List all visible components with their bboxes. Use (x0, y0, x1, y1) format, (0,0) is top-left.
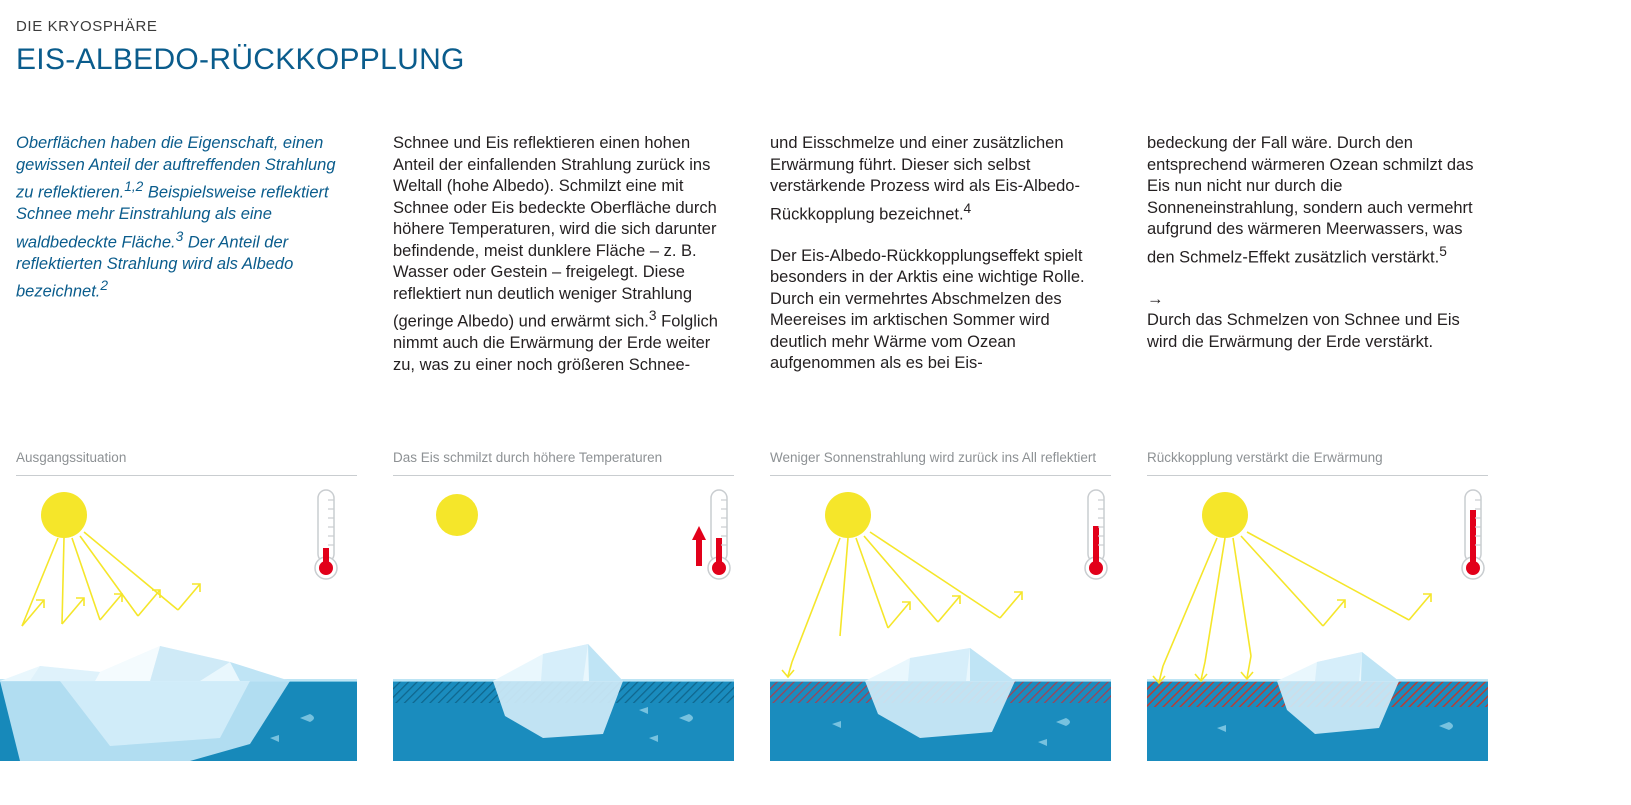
reflected-rays (22, 584, 200, 626)
incoming-rays (22, 532, 178, 626)
thermometer-icon (1085, 490, 1107, 579)
sun-icon (41, 492, 87, 538)
body-paragraph: bedeckung der Fall wäre. Durch den entsprechend wärmeren Ozean schmilzt das Eis nun nicht nur durch die Sonneneinstrahlung, sondern auch vermehrt aufgrund des wärmeren Meerwassers, was den Schmelz-Effekt zusätzlich verstärkt.$^5$ (1147, 134, 1474, 266)
thermometer-icon (692, 490, 730, 579)
iceberg (0, 646, 290, 761)
arrow-glyph: → (1147, 289, 1164, 308)
column-3 (770, 133, 1111, 376)
text-columns (16, 133, 1616, 376)
figure-illustration-1 (0, 476, 357, 761)
figure-caption: Das Eis schmilzt durch höhere Temperaturen (393, 450, 663, 465)
thermometer-icon (315, 490, 337, 579)
figure-3 (770, 450, 1111, 761)
body-paragraph: Der Eis-Albedo-Rückkopplungseffekt spielt besonders in der Arktis eine wichtige Rolle. Durch ein vermehrtes Abschmelzen des Meereises im arktischen Sommer wird deutlich mehr Wärme vom Ozean aufgenommen als es bei Eis- (770, 246, 1085, 372)
figure-caption: Weniger Sonnenstrahlung wird zurück ins All reflektiert (770, 450, 1097, 465)
figure-row (16, 450, 1616, 761)
column-2 (393, 133, 734, 376)
kicker-label: DIE KRYOSPHÄRE (16, 18, 158, 35)
rising-arrow-icon (692, 526, 706, 566)
thermometer-icon (1462, 490, 1484, 579)
lede-paragraph: Oberflächen haben die Eigenschaft, einen gewissen Anteil der auftreffenden Strahlung zu reflektieren.$^{1,2}$ Beispielsweise reflektiert Schnee mehr Einstrahlung als eine waldbedeckte Fläche.$^3$ Der Anteil der reflektierten Strahlung wird als Albedo bezeichnet.$^2$ (16, 134, 336, 301)
sun-icon (825, 492, 871, 538)
figure-caption: Ausgangssituation (16, 450, 127, 465)
figure-illustration-3 (770, 476, 1111, 761)
figure-1 (16, 450, 357, 761)
figure-illustration-4 (1147, 476, 1488, 761)
figure-2 (393, 450, 734, 761)
sun-icon (436, 494, 478, 536)
figure-illustration-2 (393, 476, 734, 761)
body-paragraph: Schnee und Eis reflektieren einen hohen Anteil der einfallenden Strahlung zurück ins Weltall (hohe Albedo). Schmilzt eine mit Schnee oder Eis bedeckte Oberfläche durch höhere Temperaturen, wird die sich darunter befindende, meist dunklere Fläche – z. B. Wasser oder Gestein – freigelegt. Diese reflektiert nun deutlich weniger Strahlung (geringe Albedo) und erwärmt sich.$^3$ Folglich nimmt auch die Erwärmung der Erde weiter zu, was zu einer noch größeren Schnee- (393, 134, 718, 374)
incoming-rays (1163, 532, 1409, 666)
page-header (16, 18, 465, 77)
page-title: EIS-ALBEDO-RÜCKKOPPLUNG (16, 43, 465, 76)
incoming-rays (792, 532, 1000, 662)
sun-icon (1202, 492, 1248, 538)
reflected-rays (1153, 594, 1431, 683)
column-1 (16, 133, 357, 376)
figure-caption: Rückkopplung verstärkt die Erwärmung (1147, 450, 1383, 465)
column-4 (1147, 133, 1488, 376)
figure-4 (1147, 450, 1488, 761)
body-paragraph: und Eisschmelze und einer zusätzlichen Erwärmung führt. Dieser sich selbst verstärkende Prozess wird als Eis-Albedo-Rückkopplung bezeichnet.$^4$ (770, 134, 1080, 223)
conclusion-text: Durch das Schmelzen von Schnee und Eis wird die Erwärmung der Erde verstärkt. (1147, 311, 1460, 351)
